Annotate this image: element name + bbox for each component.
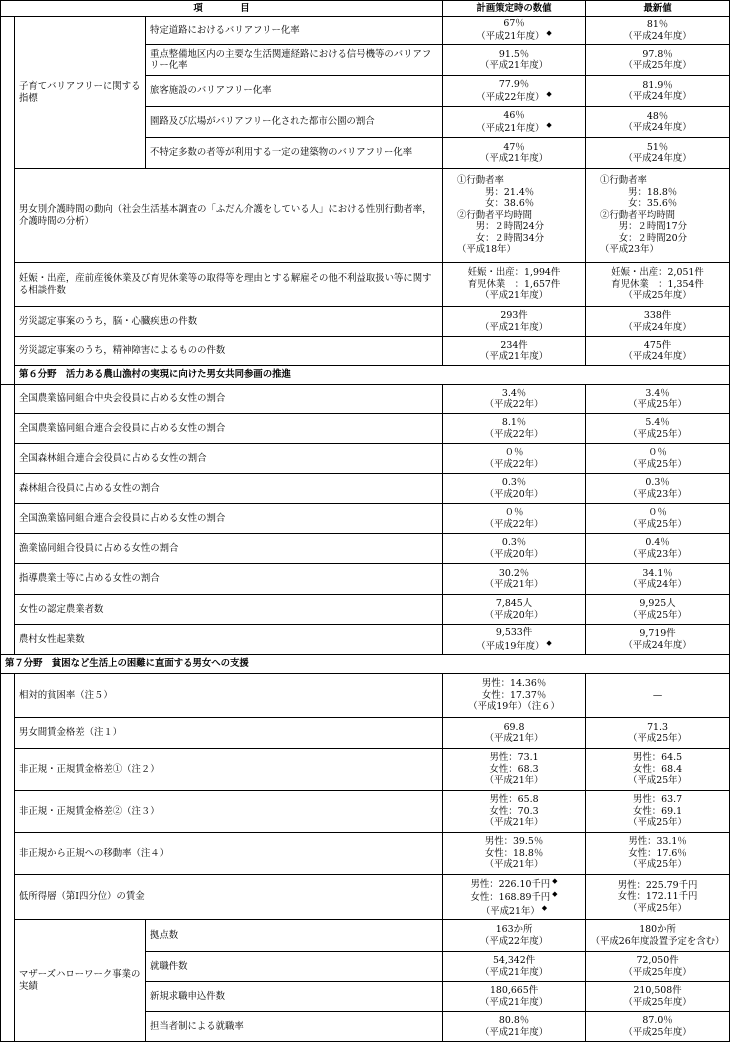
row-label: 森林組合役員に占める女性の割合 xyxy=(15,474,443,504)
table-row xyxy=(1,263,730,307)
row-label: 非正規から正規への移動率（注４） xyxy=(15,833,443,875)
plan-value: ①行動者率 男：21.4％ 女：38.6％ ②行動者平均時間 男：２時間24分 女：２時間34分 （平成18年） xyxy=(443,169,586,263)
table-row xyxy=(1,674,730,718)
latest-value: 0.4％ （平成23年） xyxy=(586,534,730,564)
row-label: 全国農業協同組合中央会役員に占める女性の割合 xyxy=(15,385,443,414)
row-label: 担当者制による就職率 xyxy=(146,1012,443,1042)
row-label: 農村女性起業数 xyxy=(15,625,443,655)
table-row xyxy=(1,718,730,749)
latest-value: ０％ （平成25年） xyxy=(586,444,730,474)
row-label: 女性の認定農業者数 xyxy=(15,595,443,625)
row-label: 園路及び広場がバリアフリー化された都市公園の割合 xyxy=(146,107,443,138)
plan-value: 180,665件 （平成21年度） xyxy=(443,982,586,1012)
group-label-barrier-free: 子育てバリアフリーに関する指標 xyxy=(15,17,146,169)
row-label: 労災認定事案のうち，脳・心臓疾患の件数 xyxy=(15,307,443,337)
row-label: 全国農業協同組合連合会役員に占める女性の割合 xyxy=(15,414,443,444)
plan-value: 234件 （平成21年度） xyxy=(443,337,586,366)
plan-value: 9,533件 （平成19年度） ◆ xyxy=(443,625,586,655)
latest-value: 81％ （平成24年度） xyxy=(586,17,730,45)
plan-value: 46％ （平成21年度） ◆ xyxy=(443,107,586,138)
row-label: 低所得層（第Ⅰ四分位）の賃金 xyxy=(15,875,443,920)
plan-value: 3.4％ （平成22年） xyxy=(443,385,586,414)
row-label: 妊娠・出産，産前産後休業及び育児休業等の取得等を理由とする解雇その他不利益取扱い等に関する相談件数 xyxy=(15,263,443,307)
diamond-mark-icon: ◆ xyxy=(546,121,552,129)
latest-value: 0.3％ （平成23年） xyxy=(586,474,730,504)
row-label: 男女間賃金格差（注１） xyxy=(15,718,443,749)
plan-value: 293件 （平成21年度） xyxy=(443,307,586,337)
table-row xyxy=(1,444,730,474)
plan-value: 77.9％ （平成22年度） ◆ xyxy=(443,76,586,107)
table-row xyxy=(1,875,730,920)
row-label: 指導農業士等に占める女性の割合 xyxy=(15,564,443,595)
row-label: 労災認定事案のうち，精神障害によるものの件数 xyxy=(15,337,443,366)
plan-value: 男性：14.36％ 女性：17.37％ （平成19年）（注６） xyxy=(443,674,586,718)
row-label: 相対的貧困率（注５） xyxy=(15,674,443,718)
table-row xyxy=(1,595,730,625)
table-row xyxy=(1,414,730,444)
table-row xyxy=(1,474,730,504)
table-row xyxy=(1,625,730,655)
plan-value: 69.8 （平成21年） xyxy=(443,718,586,749)
header-plan-value: 計画策定時の数値 xyxy=(443,1,586,17)
diamond-mark-icon: ◆ xyxy=(541,903,548,912)
latest-value: 9,925人 （平成25年） xyxy=(586,595,730,625)
row-label: 全国森林組合連合会役員に占める女性の割合 xyxy=(15,444,443,474)
plan-value: 男性：73.1 女性：68.3 （平成21年） xyxy=(443,749,586,791)
latest-value: 34.1％ （平成24年） xyxy=(586,564,730,595)
latest-value: ①行動者率 男：18.8％ 女：35.6％ ②行動者平均時間 男：２時間17分 女：２時間20分 （平成23年） xyxy=(586,169,730,263)
table-row xyxy=(1,169,730,263)
latest-value: 72,050件 （平成25年度） xyxy=(586,952,730,982)
latest-value: 97.8％ （平成25年度） xyxy=(586,45,730,76)
plan-value: ０％ （平成22年） xyxy=(443,504,586,534)
latest-value: 5.4％ （平成25年） xyxy=(586,414,730,444)
latest-value: ０％ （平成25年） xyxy=(586,504,730,534)
group-label-mothers-hellowork: マザーズハローワーク事業の実績 xyxy=(15,920,146,1042)
table-row xyxy=(1,17,730,45)
row-label: 非正規・正規賃金格差②（注３） xyxy=(15,791,443,833)
plan-value: 30.2％ （平成21年） xyxy=(443,564,586,595)
row-label: 重点整備地区内の主要な生活関連経路における信号機等のバリアフリー化率 xyxy=(146,45,443,76)
row-label: 男女別介護時間の動向（社会生活基本調査の「ふだん介護をしている人」における性別行動者率，介護時間の分析） xyxy=(15,169,443,263)
plan-value: 54,342件 （平成21年度） xyxy=(443,952,586,982)
latest-value: 男性：33.1％ 女性：17.6％ （平成25年） xyxy=(586,833,730,875)
plan-value: 男性：226.10千円 ◆ 女性：168.89千円 ◆ （平成21年） ◆ xyxy=(443,875,586,920)
section-title: 第６分野 活力ある農山漁村の実現に向けた男女共同参画の推進 xyxy=(15,366,730,385)
row-label: 新規求職申込件数 xyxy=(146,982,443,1012)
table-header-row xyxy=(1,1,730,17)
row-label: 就職件数 xyxy=(146,952,443,982)
latest-value: 210,508件 （平成25年度） xyxy=(586,982,730,1012)
row-label: 特定道路におけるバリアフリー化率 xyxy=(146,17,443,45)
section-header-row xyxy=(1,366,730,385)
latest-value: 81.9％ （平成24年度） xyxy=(586,76,730,107)
table-row xyxy=(1,337,730,366)
plan-value: 妊娠・出産：1,994件 育児休業 ：1,657件 （平成21年度） xyxy=(443,263,586,307)
plan-value: 8.1％ （平成22年） xyxy=(443,414,586,444)
diamond-mark-icon: ◆ xyxy=(546,90,552,98)
latest-value: 男性：63.7 女性：69.1 （平成25年） xyxy=(586,791,730,833)
diamond-mark-icon: ◆ xyxy=(552,876,558,885)
plan-value: 0.3％ （平成20年） xyxy=(443,474,586,504)
row-label: 旅客施設のバリアフリー化率 xyxy=(146,76,443,107)
latest-value: 3.4％ （平成25年） xyxy=(586,385,730,414)
latest-value: 338件 （平成24年度） xyxy=(586,307,730,337)
table-row xyxy=(1,307,730,337)
diamond-mark-icon: ◆ xyxy=(546,638,552,647)
table-row xyxy=(1,564,730,595)
header-latest-value: 最新値 xyxy=(586,1,730,17)
plan-value: 67％ （平成21年度） ◆ xyxy=(443,17,586,45)
row-label: 不特定多数の者等が利用する一定の建築物のバリアフリー化率 xyxy=(146,138,443,169)
latest-value: 475件 （平成24年度） xyxy=(586,337,730,366)
indent-column xyxy=(1,385,15,655)
table-row xyxy=(1,833,730,875)
table-row xyxy=(1,385,730,414)
latest-value: 男性：225.79千円 女性：172.11千円 （平成25年） xyxy=(586,875,730,920)
plan-value: 男性：65.8 女性：70.3 （平成21年） xyxy=(443,791,586,833)
plan-value: 91.5％ （平成21年度） xyxy=(443,45,586,76)
plan-value: 163か所 （平成22年度） xyxy=(443,920,586,952)
plan-value: 0.3％ （平成20年） xyxy=(443,534,586,564)
section-title: 第７分野 貧困など生活上の困難に直面する男女への支援 xyxy=(1,655,730,674)
latest-value: 180か所 （平成26年度設置予定を含む） xyxy=(586,920,730,952)
plan-value: ０％ （平成22年） xyxy=(443,444,586,474)
plan-value: 47％ （平成21年度） xyxy=(443,138,586,169)
latest-value: 妊娠・出産：2,051件 育児休業 ：1,354件 （平成25年度） xyxy=(586,263,730,307)
plan-value: 80.8％ （平成21年度） xyxy=(443,1012,586,1042)
indent-column xyxy=(1,17,15,385)
header-item: 項 目 xyxy=(1,1,443,17)
table-row xyxy=(1,534,730,564)
latest-value: 9,719件 （平成24年度） xyxy=(586,625,730,655)
latest-value: 男性：64.5 女性：68.4 （平成25年） xyxy=(586,749,730,791)
latest-value: 48％ （平成24年度） xyxy=(586,107,730,138)
row-label: 拠点数 xyxy=(146,920,443,952)
row-label: 全国漁業協同組合連合会役員に占める女性の割合 xyxy=(15,504,443,534)
table-row xyxy=(1,920,730,952)
plan-value: 男性：39.5％ 女性：18.8％ （平成21年） xyxy=(443,833,586,875)
row-label: 非正規・正規賃金格差①（注２） xyxy=(15,749,443,791)
latest-value: — xyxy=(586,674,730,718)
latest-value: 71.3 （平成25年） xyxy=(586,718,730,749)
diamond-mark-icon: ◆ xyxy=(546,29,552,38)
row-label: 漁業協同組合役員に占める女性の割合 xyxy=(15,534,443,564)
table-row xyxy=(1,504,730,534)
table-row xyxy=(1,791,730,833)
diamond-mark-icon: ◆ xyxy=(552,890,558,899)
latest-value: 51％ （平成24年度） xyxy=(586,138,730,169)
indent-column xyxy=(1,674,15,1042)
section-header-row xyxy=(1,655,730,674)
table-row xyxy=(1,749,730,791)
latest-value: 87.0％ （平成25年度） xyxy=(586,1012,730,1042)
plan-value: 7,845人 （平成20年） xyxy=(443,595,586,625)
